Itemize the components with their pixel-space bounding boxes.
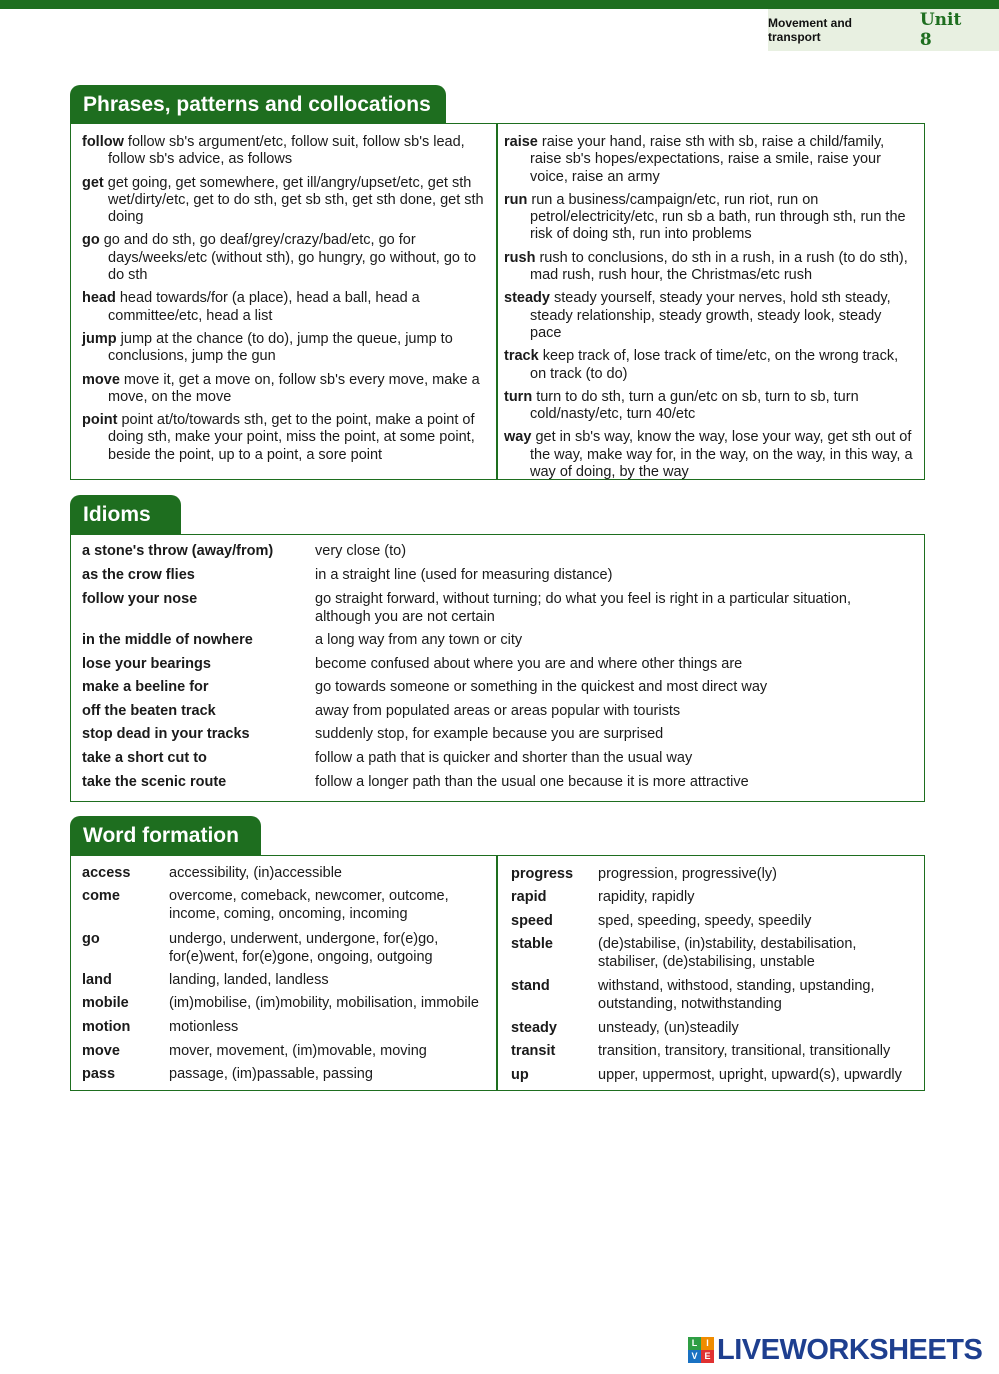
idiom-term: off the beaten track (82, 703, 216, 719)
word-formation-term: steady (511, 1020, 557, 1036)
word-formation-term: come (82, 888, 120, 904)
phrase-text: rush to conclusions, do sth in a rush, in a rush (to do sth), mad rush, rush hour, the Christmas/etc rush (530, 249, 908, 284)
word-formation-term: land (82, 972, 112, 988)
phrase-keyword: rush (504, 249, 536, 266)
phrase-keyword: jump (82, 330, 117, 347)
phrase-entry (504, 389, 914, 424)
phrase-text: get in sb's way, know the way, lose your way, get sth out of the way, make way for, in the way, on the way, in this way, a way of doing, by the way (530, 429, 913, 481)
word-formation-forms: (im)mobilise, (im)mobility, mobilisation, immobile (169, 995, 479, 1011)
phrase-text: keep track of, lose track of time/etc, on the wrong track, on track (to do) (530, 348, 899, 382)
liveworksheets-logo-icon (688, 1337, 714, 1363)
idiom-definition: follow a longer path than the usual one because it is more attractive (315, 774, 749, 790)
phrase-entry (504, 134, 914, 186)
idioms-box (70, 534, 925, 802)
phrases-left-column (82, 134, 487, 470)
word-formation-forms: sped, speeding, speedy, speedily (598, 913, 812, 929)
idiom-definition: very close (to) (315, 543, 407, 559)
word-formation-forms: accessibility, (in)accessible (169, 865, 342, 881)
word-formation-forms: mover, movement, (im)movable, moving (169, 1043, 427, 1059)
phrase-keyword: run (504, 191, 528, 208)
phrase-text: steady yourself, steady your nerves, hold sth steady, steady relationship, steady growth, steady look, steady pace (530, 290, 891, 341)
word-formation-term: rapid (511, 889, 547, 905)
logo-letter: L (688, 1337, 701, 1350)
phrase-keyword: point (82, 412, 118, 429)
top-color-bar (0, 0, 999, 9)
idiom-definition: away from populated areas or areas popular with tourists (315, 703, 681, 719)
word-formation-forms: (de)stabilise, (in)stability, destabilisation, stabiliser, (de)stabilising, unstable (598, 936, 857, 970)
word-formation-term: move (82, 1043, 120, 1059)
word-formation-term: stand (511, 978, 550, 994)
phrase-entry (504, 250, 914, 285)
idiom-term: make a beeline for (82, 679, 209, 695)
phrase-entry (82, 232, 487, 284)
phrase-entry (504, 429, 914, 481)
word-formation-forms: withstand, withstood, standing, upstanding, outstanding, notwithstanding (598, 978, 875, 1012)
logo-letter: E (701, 1350, 714, 1363)
logo-letter: V (688, 1350, 701, 1363)
word-formation-forms: progression, progressive(ly) (598, 866, 777, 882)
idiom-term: in the middle of nowhere (82, 632, 253, 648)
phrase-entry (82, 412, 487, 464)
liveworksheets-watermark (688, 1333, 988, 1367)
word-formation-term: progress (511, 866, 574, 882)
phrase-keyword: turn (504, 388, 533, 405)
word-formation-term: speed (511, 913, 553, 929)
phrase-text: follow sb's argument/etc, follow suit, follow sb's lead, follow sb's advice, as follows (108, 134, 465, 168)
word-formation-forms: rapidity, rapidly (598, 889, 695, 905)
word-formation-forms: passage, (im)passable, passing (169, 1066, 373, 1082)
phrases-box (70, 123, 925, 480)
phrase-keyword: steady (504, 290, 550, 307)
word-formation-forms: overcome, comeback, newcomer, outcome, income, coming, oncoming, incoming (169, 888, 449, 922)
phrase-entry (504, 192, 914, 244)
phrase-keyword: way (504, 429, 532, 446)
phrase-text: move it, get a move on, follow sb's every move, make a move, on the move (108, 371, 480, 405)
word-formation-forms: motionless (169, 1019, 239, 1035)
word-formation-term: stable (511, 936, 553, 952)
idiom-term: stop dead in your tracks (82, 726, 250, 742)
phrase-keyword: go (82, 232, 100, 249)
idiom-term: take the scenic route (82, 774, 227, 790)
word-formation-box (70, 855, 925, 1091)
phrase-text: head towards/for (a place), head a ball, head a committee/etc, head a list (108, 290, 420, 324)
unit-subtitle: Movement and transport (768, 16, 853, 44)
idiom-definition: become confused about where you are and where other things are (315, 656, 743, 672)
word-formation-term: pass (82, 1066, 116, 1082)
word-formation-forms: undergo, underwent, undergone, for(e)go, for(e)went, for(e)gone, ongoing, outgoing (169, 931, 439, 965)
word-formation-section-title: Word formation (70, 816, 261, 856)
word-formation-term: up (511, 1067, 529, 1083)
logo-letter: I (701, 1337, 714, 1350)
idiom-term: follow your nose (82, 591, 198, 607)
phrases-section-title: Phrases, patterns and collocations (70, 85, 446, 125)
phrase-keyword: move (82, 371, 120, 388)
word-formation-forms: unsteady, (un)steadily (598, 1020, 739, 1036)
phrases-divider (496, 124, 498, 479)
idiom-term: a stone's throw (away/from) (82, 543, 274, 559)
phrase-text: get going, get somewhere, get ill/angry/upset/etc, get sth wet/dirty/etc, get to do sth, get sb sth, get sth done, get sth doing (103, 174, 484, 226)
phrase-entry (82, 290, 487, 325)
phrase-keyword: track (504, 348, 539, 365)
idiom-term: lose your bearings (82, 656, 211, 672)
word-formation-forms: upper, uppermost, upright, upward(s), upwardly (598, 1067, 902, 1083)
word-formation-forms: transition, transitory, transitional, transitionally (598, 1043, 891, 1059)
idiom-term: as the crow flies (82, 567, 195, 583)
phrase-text: go and do sth, go deaf/grey/crazy/bad/etc, go for days/weeks/etc (without sth), go hungry, go without, go to do sth (99, 232, 477, 284)
phrase-text: raise your hand, raise sth with sb, raise a child/family, raise sb's hopes/expectations, raise a smile, raise your voice, raise an army (530, 134, 885, 185)
phrase-keyword: follow (82, 134, 124, 150)
liveworksheets-wordmark: LIVEWORKSHEETS (717, 1333, 983, 1366)
phrase-keyword: raise (504, 134, 538, 150)
phrase-entry (82, 134, 487, 169)
idiom-definition: suddenly stop, for example because you are surprised (315, 726, 664, 742)
phrase-entry (504, 348, 914, 383)
idiom-definition: in a straight line (used for measuring distance) (315, 567, 613, 583)
word-formation-term: motion (82, 1019, 131, 1035)
phrase-entry (504, 290, 914, 342)
phrase-text: point at/to/towards sth, get to the point, make a point of doing sth, make your point, miss the point, at some point, beside the point, up to a point, a sore point (108, 412, 475, 463)
idiom-definition: a long way from any town or city (315, 632, 523, 648)
idiom-definition: go straight forward, without turning; do what you feel is right in a particular situation, although you are not certain (315, 591, 851, 625)
phrases-right-column (504, 134, 914, 487)
phrase-entry (82, 331, 487, 366)
unit-header (768, 9, 999, 51)
idiom-definition: follow a path that is quicker and shorter than the usual way (315, 750, 693, 766)
word-formation-term: mobile (82, 995, 129, 1011)
idioms-section-title: Idioms (70, 495, 181, 535)
phrase-entry (82, 372, 487, 407)
idiom-term: take a short cut to (82, 750, 207, 766)
word-formation-term: transit (511, 1043, 556, 1059)
idiom-definition: go towards someone or something in the quickest and most direct way (315, 679, 768, 695)
phrase-text: jump at the chance (to do), jump the queue, jump to conclusions, jump the gun (108, 330, 453, 365)
phrase-keyword: get (82, 174, 104, 191)
phrase-text: run a business/campaign/etc, run riot, run on petrol/electricity/etc, run sb a bath, run through sth, run the risk of doing sth, run into problems (527, 191, 906, 243)
phrase-entry (82, 175, 487, 227)
word-formation-forms: landing, landed, landless (169, 972, 329, 988)
word-formation-term: access (82, 865, 131, 881)
word-formation-divider (496, 856, 498, 1090)
word-formation-term: go (82, 931, 100, 947)
phrase-keyword: head (82, 290, 116, 307)
unit-number: Unit 8 (919, 10, 962, 50)
phrase-text: turn to do sth, turn a gun/etc on sb, turn to sb, turn cold/nasty/etc, turn 40/etc (530, 388, 859, 423)
